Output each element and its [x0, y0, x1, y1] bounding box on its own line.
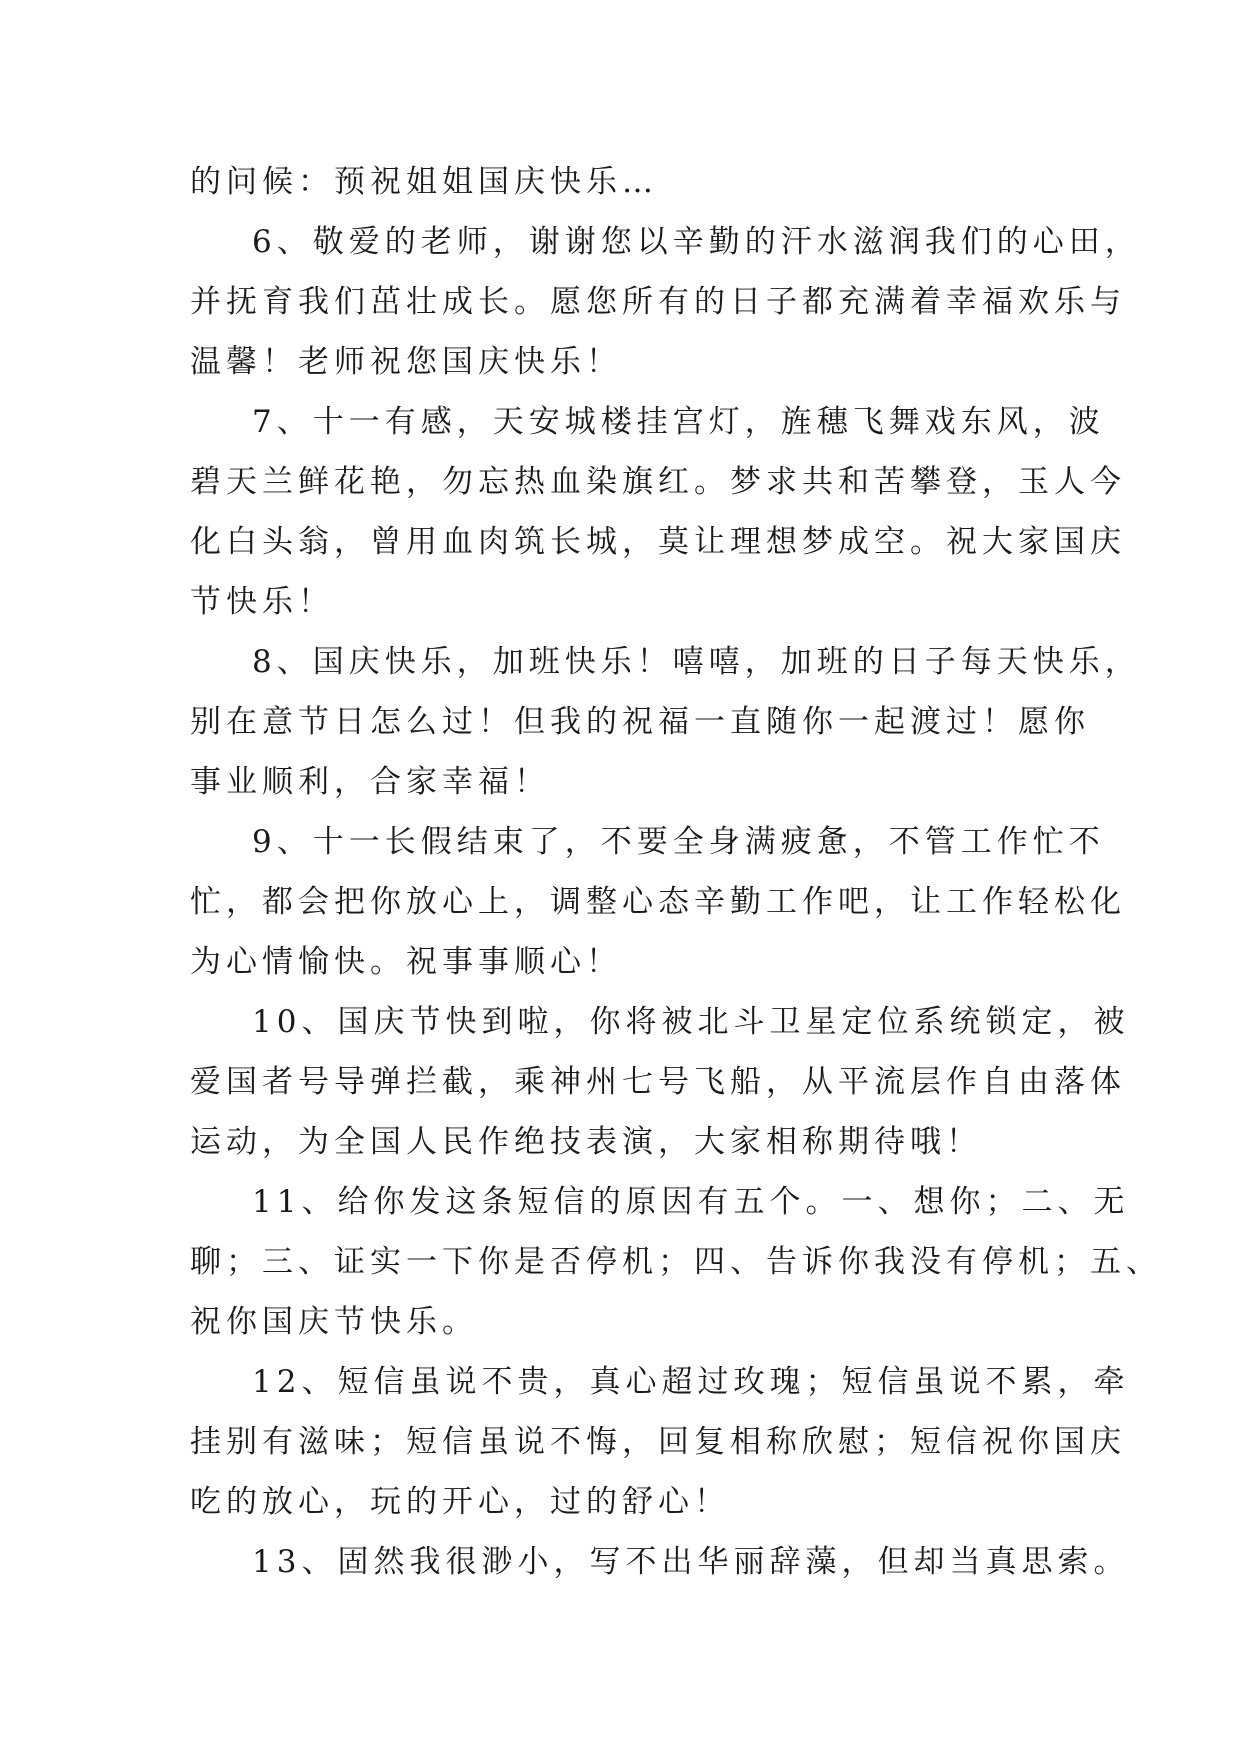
paragraph-12-line-2: 挂别有滋味；短信虽说不悔，回复相称欣慰；短信祝你国庆: [190, 1424, 1126, 1460]
paragraph-10-line-3: 运动，为全国人民作绝技表演，大家相称期待哦！: [190, 1124, 982, 1160]
paragraph-6-line-3: 温馨！老师祝您国庆快乐！: [190, 344, 622, 380]
paragraph-9-line-3: 为心情愉快。祝事事顺心！: [190, 944, 622, 980]
paragraph-12-line-1: 12、短信虽说不贵，真心超过玫瑰；短信虽说不累，牵: [252, 1364, 1130, 1400]
paragraph-8-line-3: 事业顺利，合家幸福！: [190, 764, 550, 800]
paragraph-11-line-3: 祝你国庆节快乐。: [190, 1304, 478, 1340]
paragraph-8-line-1: 8、国庆快乐，加班快乐！嘻嘻，加班的日子每天快乐，: [252, 644, 1141, 680]
paragraph-8-line-2: 别在意节日怎么过！但我的祝福一直随你一起渡过！愿你: [190, 704, 1090, 740]
paragraph-6-line-2: 并抚育我们茁壮成长。愿您所有的日子都充满着幸福欢乐与: [190, 284, 1126, 320]
paragraph-12-line-3: 吃的放心，玩的开心，过的舒心！: [190, 1484, 730, 1520]
paragraph-7-line-3: 化白头翁，曾用血肉筑长城，莫让理想梦成空。祝大家国庆: [190, 524, 1126, 560]
paragraph-11-line-2: 聊；三、证实一下你是否停机；四、告诉你我没有停机；五、: [190, 1244, 1162, 1280]
paragraph-9-line-2: 忙，都会把你放心上，调整心态辛勤工作吧，让工作轻松化: [190, 884, 1126, 920]
document-body: [190, 152, 1162, 1592]
paragraph-10-line-1: 10、国庆节快到啦，你将被北斗卫星定位系统锁定，被: [252, 1004, 1130, 1040]
paragraph-10-line-2: 爱国者号导弹拦截，乘神州七号飞船，从平流层作自由落体: [190, 1064, 1126, 1100]
paragraph-11-line-1: 11、给你发这条短信的原因有五个。一、想你；二、无: [252, 1184, 1130, 1220]
paragraph-9-line-1: 9、十一长假结束了，不要全身满疲惫，不管工作忙不: [252, 824, 1105, 860]
paragraph-6-line-1: 6、敬爱的老师，谢谢您以辛勤的汗水滋润我们的心田，: [252, 224, 1141, 260]
paragraph-7-line-1: 7、十一有感，天安城楼挂宫灯，旌穗飞舞戏东风，波: [252, 404, 1105, 440]
paragraph-7-line-2: 碧天兰鲜花艳，勿忘热血染旗红。梦求共和苦攀登，玉人今: [190, 464, 1126, 500]
text-line: 的问候：预祝姐姐国庆快乐…: [190, 164, 658, 200]
paragraph-7-line-4: 节快乐！: [190, 584, 334, 620]
paragraph-13-line-1: 13、固然我很渺小，写不出华丽辞藻，但却当真思索。: [252, 1544, 1130, 1580]
